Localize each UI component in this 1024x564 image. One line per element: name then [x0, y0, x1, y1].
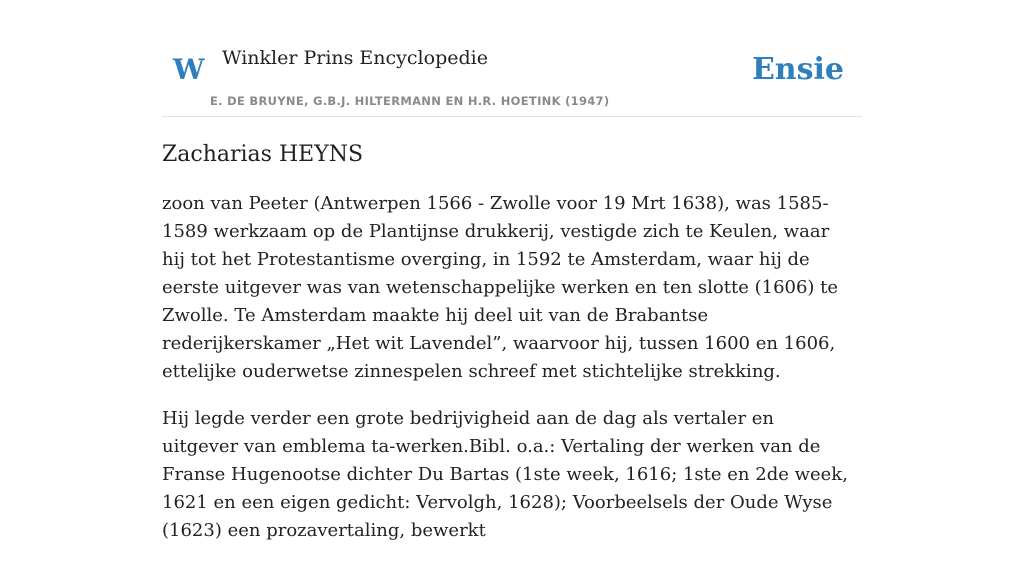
article-title: Zacharias HEYNS: [162, 142, 364, 167]
winkler-prins-logo-icon[interactable]: W: [173, 53, 205, 86]
article-paragraph-2: Hij legde verder een grote bedrijvigheid aan de dag als vertaler en uitgever van emblema ta-werken.Bibl. o.a.: Vertaling der werken van de Franse Hugenootse dichter Du Bartas (1ste week, 1616; 1ste en 2de week, 1621 en een eigen gedicht: Vervolgh, 1628); Voorbeelsels der Oude Wyse (1623) een prozavertaling, bewerkt: [162, 408, 848, 541]
article-paragraph-1: zoon van Peeter (Antwerpen 1566 - Zwolle voor 19 Mrt 1638), was 1585-1589 werkzaam op de Plantijnse drukkerij, vestigde zich te Keulen, waar hij tot het Protestantisme overging, in 1592 te Amsterdam, waar hij de eerste uitgever was van wetenschappelijke werken en ten slotte (1606) te Zwolle. Te Amsterdam maakte hij deel uit van de Brabantse rederijkerskamer „Het wit Lavendel”, waarvoor hij, tussen 1600 en 1606, ettelijke ouderwetse zinnespelen schreef met stichtelijke strekking.: [162, 193, 839, 382]
site-header: [162, 0, 862, 117]
source-authors: E. DE BRUYNE, G.B.J. HILTERMANN EN H.R. HOETINK (1947): [210, 94, 610, 108]
ensie-brand-logo[interactable]: Ensie: [751, 52, 844, 87]
article-content: [162, 138, 854, 564]
site-title[interactable]: Winkler Prins Encyclopedie: [222, 47, 488, 69]
